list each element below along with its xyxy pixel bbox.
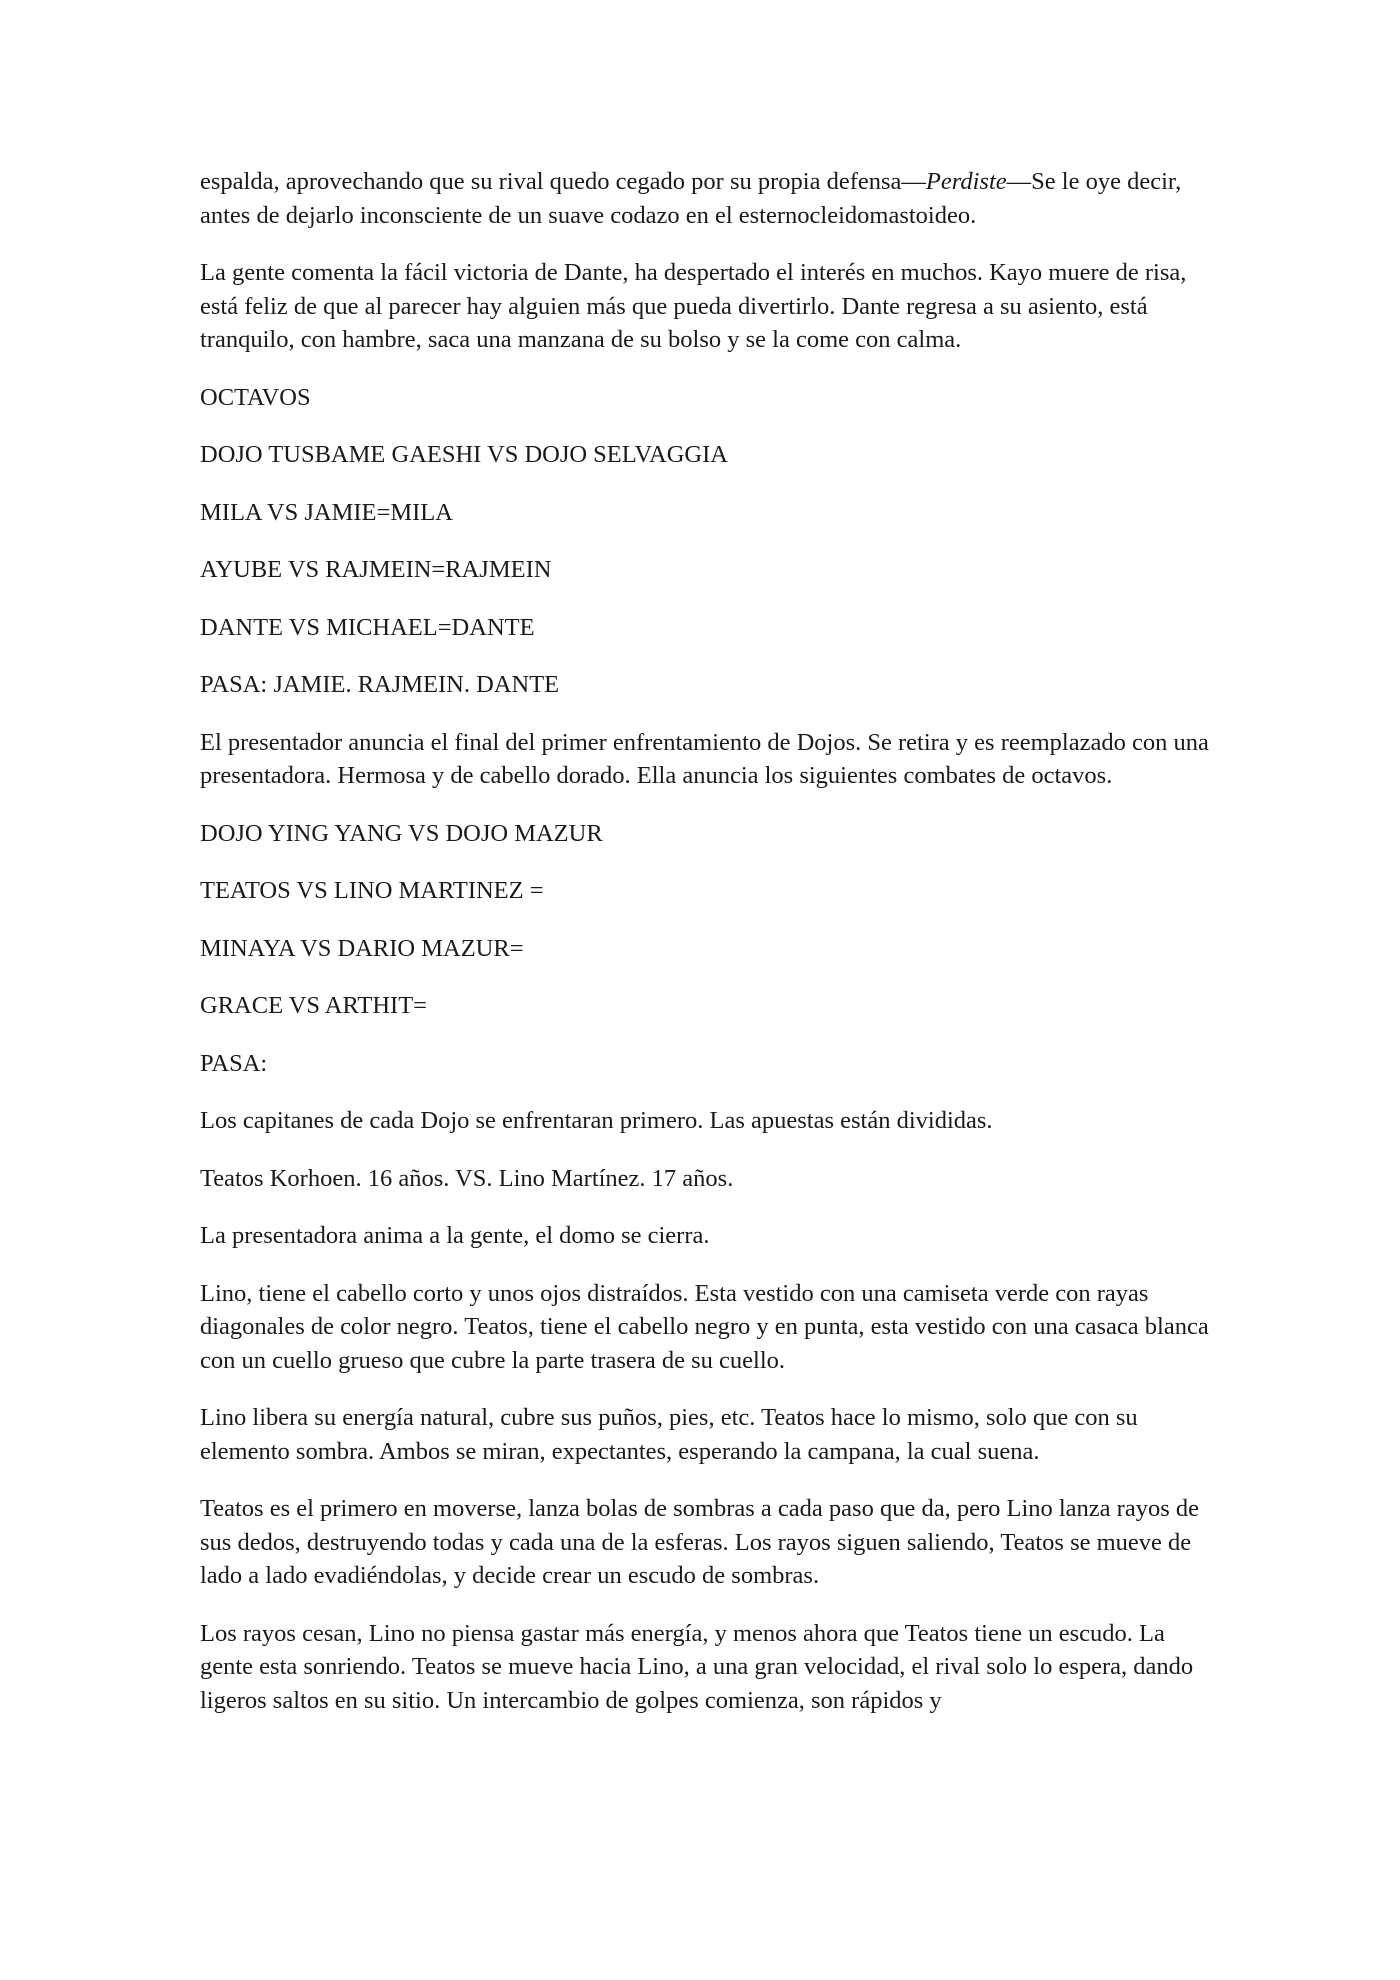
match-summary: PASA: (200, 1049, 268, 1077)
match-summary: PASA: JAMIE. RAJMEIN. DANTE (200, 671, 560, 698)
paragraph: Lino, tiene el cabello corto y unos ojos distraídos. Esta vestido con una camiseta verde con rayas diagonales de color negro. Teatos, tiene el cabello negro y en punta, esta vestido con una casaca blanca con un cuello grueso que cubre la parte trasera de su cuello. (200, 1279, 1209, 1374)
italic-dialogue: Perdiste (925, 168, 1007, 195)
document-page (200, 165, 1210, 1741)
match-heading: DOJO YING YANG VS DOJO MAZUR (200, 819, 603, 847)
paragraph: Teatos Korhoen. 16 años. VS. Lino Martínez. 17 años. (200, 1164, 734, 1192)
match-result: MILA VS JAMIE=MILA (200, 498, 453, 526)
paragraph-text: espalda, aprovechando que su rival quedo cegado por su propia defensa— (200, 168, 926, 195)
paragraph-text: —Se le oye decir, antes de dejarlo inconsciente de un suave codazo en el esternocleidomastoideo. (200, 168, 1182, 229)
match-result: AYUBE VS RAJMEIN=RAJMEIN (200, 556, 552, 583)
paragraph: Lino libera su energía natural, cubre sus puños, pies, etc. Teatos hace lo mismo, solo que con su elemento sombra. Ambos se miran, expectantes, esperando la campana, la cual suena. (200, 1404, 1138, 1465)
match-result: TEATOS VS LINO MARTINEZ = (200, 877, 544, 904)
paragraph: El presentador anuncia el final del primer enfrentamiento de Dojos. Se retira y es reemplazado con una presentadora. Hermosa y de cabello dorado. Ella anuncia los siguientes combates de octavos. (200, 728, 1209, 789)
match-result: MINAYA VS DARIO MAZUR= (200, 934, 524, 962)
paragraph: Los capitanes de cada Dojo se enfrentaran primero. Las apuestas están divididas. (200, 1107, 993, 1134)
paragraph: La gente comenta la fácil victoria de Dante, ha despertado el interés en muchos. Kayo muere de risa, está feliz de que al parecer hay alguien más que pueda divertirlo. Dante regresa a su asiento, está tranquilo, con hambre, saca una manzana de su bolso y se la come con calma. (200, 259, 1187, 353)
paragraph: La presentadora anima a la gente, el domo se cierra. (200, 1222, 710, 1249)
paragraph: Los rayos cesan, Lino no piensa gastar más energía, y menos ahora que Teatos tiene un escudo. La gente esta sonriendo. Teatos se mueve hacia Lino, a una gran velocidad, el rival solo lo espera, dando ligeros saltos en su sitio. Un intercambio de golpes comienza, son rápidos y (200, 1619, 1194, 1714)
section-heading: OCTAVOS (200, 383, 311, 411)
paragraph: Teatos es el primero en moverse, lanza bolas de sombras a cada paso que da, pero Lino lanza rayos de sus dedos, destruyendo todas y cada una de la esferas. Los rayos siguen saliendo, Teatos se mueve de lado a lado evadiéndolas, y decide crear un escudo de sombras. (200, 1495, 1199, 1589)
paragraph-continuation (200, 165, 1210, 232)
match-result: GRACE VS ARTHIT= (200, 992, 427, 1019)
match-heading: DOJO TUSBAME GAESHI VS DOJO SELVAGGIA (200, 441, 728, 468)
match-result: DANTE VS MICHAEL=DANTE (200, 613, 535, 641)
